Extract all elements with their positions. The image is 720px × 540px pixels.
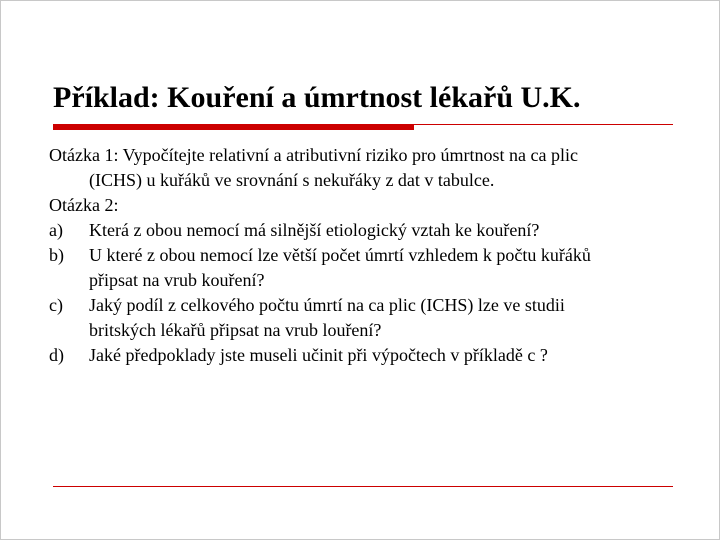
list-item-line: připsat na vrub kouření? — [89, 270, 265, 290]
footer-divider — [53, 486, 673, 487]
list-item-c — [49, 293, 689, 343]
list-item-text — [89, 293, 689, 343]
list-item-a — [49, 218, 689, 243]
question-1-line-2: (ICHS) u kuřáků ve srovnání s nekuřáky z dat v tabulce. — [89, 170, 495, 190]
question-1-line-1: Otázka 1: Vypočítejte relativní a atributivní riziko pro úmrtnost na ca plic — [49, 145, 579, 165]
list-item-line: britských lékařů připsat na vrub louření? — [89, 320, 382, 340]
list-item-text — [89, 343, 689, 368]
slide-body — [49, 143, 689, 368]
list-item-text — [89, 243, 689, 293]
question-1 — [49, 143, 689, 193]
list-item-line: Která z obou nemocí má silnější etiologický vztah ke kouření? — [89, 220, 540, 240]
list-item-line: Jaké předpoklady jste museli učinit při výpočtech v příkladě c ? — [89, 345, 548, 365]
list-marker: d) — [49, 345, 64, 365]
list-marker: a) — [49, 220, 63, 240]
question-2-heading: Otázka 2: — [49, 195, 119, 215]
slide-title: Příklad: Kouření a úmrtnost lékařů U.K. — [53, 81, 581, 114]
list-marker: b) — [49, 245, 64, 265]
list-item-text — [89, 218, 689, 243]
list-item-line: U které z obou nemocí lze větší počet úmrtí vzhledem k počtu kuřáků — [89, 245, 591, 265]
list-item-line: Jaký podíl z celkového počtu úmrtí na ca plic (ICHS) lze ve studii — [89, 295, 565, 315]
list-marker: c) — [49, 295, 63, 315]
title-divider-accent — [53, 124, 414, 130]
list-item-d — [49, 343, 689, 368]
list-item-b — [49, 243, 689, 293]
